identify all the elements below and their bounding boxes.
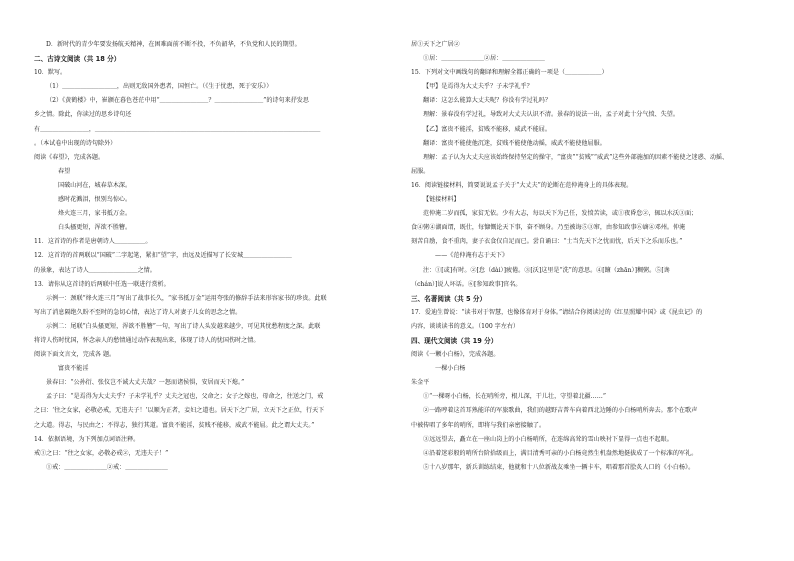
section-heading: 二、古诗文阅读（共 18 分） (34, 55, 121, 64)
text-line: 居①天下之广居② (411, 41, 460, 48)
text-line: 13．请你从这首诗的后两联中任选一联进行赏析。 (34, 280, 170, 288)
text-line: 烽火连三月，家书抵万金。 (58, 210, 132, 218)
text-line: 乡之情。除此，你读过的思乡诗句还 (34, 111, 132, 119)
text-line: 10．默写。 (34, 69, 67, 77)
text-line: 范仲淹二岁而孤，家贫无依。少有大志，每以天下为己任，发愤苦读，或①夜昏怠②，辄以水沃③面； (423, 210, 698, 218)
text-line: 的景象，表达了诗人＿＿＿＿＿＿＿＿之情。 (34, 266, 156, 274)
text-line: 有＿＿＿＿＿＿＿＿，＿＿＿＿＿＿＿＿＿＿＿＿＿＿＿＿＿＿＿＿＿＿＿＿＿＿＿＿＿＿＿＿＿＿＿＿＿ (34, 125, 321, 133)
text-line: ①居：＿＿＿＿＿＿＿②居：＿＿＿＿＿＿＿ (423, 55, 545, 63)
text-line: （2）《黄鹤楼》中，崔颢在暮色苍茫中用“＿＿＿＿＿＿＿＿？＿＿＿＿＿＿＿＿”的诗句来抒发思 (46, 97, 309, 105)
text-line: 之曰：‘往之女家，必敬必戒，无违夫子！’以顺为正者，妾妇之道也。居天下之广居，立天下之正位，行天下 (34, 407, 325, 415)
text-line: ④沿着迷彩般的哨所台阶拾级而上，满目清秀可亲的小白杨竟然生机盎然地挺拔成了一个标准的军礼。 (423, 449, 698, 457)
text-line: 阅读《一颗小白杨》，完成各题。 (411, 351, 500, 359)
text-line: 示例二：尾联“白头搔更短，浑欲不胜簪”一句，写出了诗人头发越来越少，可见其忧愁程度之深。此联 (46, 322, 321, 330)
text-line: 15．下列对文中画线句的翻译和理解全都正确的一项是（＿＿＿＿＿＿） (411, 69, 608, 77)
text-line: 食④粥④湖面谓，既仕，每慷慨论天下事，奋不顾身。乃至被诲⑤③窜，由参知政事⑥谪④邓州。仲淹 (411, 224, 686, 232)
text-line: 戒①之曰：“往之女家，必敬必戒②，无违夫子！” (34, 449, 169, 457)
text-line: 刻苦自励，食不重肉，妻子衣食仅自足而已。尝自诵曰：“士当先天下之忧而忧，后天下之乐而乐也。” (411, 238, 683, 246)
text-line: 屈服。 (411, 167, 430, 175)
text-line: 注：①[或]有时。②[怠（dài）]疲倦。③[沃]这里是“洗”的意思。④[饘（zhān）]稠粥。⑤[谗 (423, 266, 670, 274)
text-line: 理解：景春没有学过礼，导致对大丈夫认识不清。景春的说法一出，孟子对此十分气愤、失望。 (423, 111, 679, 119)
right-column (411, 38, 766, 475)
text-line: ①戒：＿＿＿＿＿＿＿②戒：＿＿＿＿＿＿＿ (46, 463, 168, 471)
text-line: 。（本试卷中出现的诗句除外） (34, 139, 117, 147)
text-line: 写出了消息隔绝久盼不至时的急切心情，表达了诗人对妻子儿女的思念之情。 (34, 308, 242, 316)
section-heading: 三、名著阅读（共 5 分） (411, 294, 487, 303)
text-line: ③远远望去，矗立在一座山岗上的小白杨哨所，在连绵高耸的雪山映衬下显得一点也不起眼。 (423, 435, 673, 443)
text-line: 景春曰：“公孙衍、张仪岂不诚大丈夫哉？一怒而诸侯惧，安居而天下熄。” (46, 379, 245, 387)
text-line: 内容，谈谈读书的意义。（100 字左右） (411, 322, 520, 330)
text-line: ⑤十八岁那年，新兵训练结束，他就和十八位新战友乘坐一辆卡车，唱着那首脍炙人口的《小白杨》。 (423, 463, 695, 471)
text-line: 朱金平 (411, 379, 430, 387)
text-line: 阅读《春望》，完成各题。 (34, 153, 105, 161)
text-line: 国破山河在，城春草木深。 (58, 181, 132, 189)
text-line: 中被传唱了多年的哨所，即将与我们亲密接触了。 (411, 421, 546, 429)
text-line: 【甲】是焉得为大丈夫乎？子未学礼乎？ (423, 83, 533, 91)
text-line: 11．这首诗的作者是唐朝诗人＿＿＿＿＿。 (34, 238, 152, 246)
text-line: 一棵小白杨 (435, 365, 466, 373)
section-heading: 四、现代文阅读（共 19 分） (411, 336, 498, 345)
text-line: 14．依据语境，为下列加点词语注释。 (34, 435, 140, 443)
text-line: 16．阅读链接材料，简要说说孟子关于“大丈夫”的论断在范仲淹身上的具体表现。 (411, 181, 633, 189)
text-line: 春望 (58, 167, 71, 175)
text-line: 将诗人伤时忧国，怀念亲人的愁情通过动作表现出来，体现了诗人的忧国伤时之情。 (34, 336, 260, 344)
text-line: （1）＿＿＿＿＿＿＿＿＿，出则无敌国外患者，国恒亡。（《生于忧患，死于安乐》） (46, 83, 273, 91)
text-line: 白头搔更短，浑欲不胜簪。 (58, 224, 132, 232)
text-line: ——《范仲淹有志于天下》 (435, 252, 509, 260)
text-line: 【链接材料】 (423, 196, 460, 204)
text-line: 17．爱迪生曾说：“读书对于智慧，也像体育对于身体。”请结合你阅读过的《红星照耀中国》或《昆虫记》的 (411, 308, 703, 316)
text-line: 富贵不能淫 (58, 365, 89, 373)
text-line: 翻译：富贵不能使他沉迷，贫贱不能使他动摇，威武不能使他屈服。 (423, 139, 606, 147)
text-line: 【乙】富贵不能淫，贫贱不能移，威武不能屈。 (423, 125, 551, 133)
text-line: 12．这首诗的首两联以“国破”二字起笔，紧扣“望”字，由远及近描写了长安城＿＿＿＿＿＿＿＿ (34, 252, 292, 260)
text-line: D．新时代的青少年要发扬航天精神，在困难面前不断不投，不负韶华，不负党和人民的期望。 (46, 41, 301, 48)
text-line: （chán）]说人坏话。⑥[参知政事]官名。 (411, 280, 522, 288)
text-line: 理解：孟子认为大丈夫应该始终保持坚定的操守，“富贵”“贫贱”“威武”这些外部施加的因素不能使之迷惑、动摇、 (423, 153, 729, 161)
text-line: ①“一棵呀小白杨，长在哨所旁，根儿深，干儿壮，守望着北疆……” (423, 393, 606, 401)
text-line: 阅读下面文言文，完成各 题。 (34, 351, 116, 359)
text-line: ②一路哼着这首耳熟能详的军旅歌曲，我们的越野吉普车向着西北边陲的小白杨哨所奔去。那个在歌声 (423, 407, 698, 415)
text-line: 翻译：这怎么能算大丈夫呢？你没有学过礼吗？ (423, 97, 551, 105)
text-line: 感时花溅泪，恨别鸟惊心。 (58, 196, 132, 204)
text-line: 示例一：颈联“烽火连三月”写出了战事长久，“家书抵万金”运用夸张的修辞手法来形容家书的珍贵。此联 (46, 294, 327, 302)
text-line: 之大道。得志，与民由之；不得志，独行其道。富贵不能淫，贫贱不能移，威武不能屈。此之谓大丈夫。” (34, 421, 315, 429)
text-line: 孟子曰：“是焉得为大丈夫乎？子未学礼乎？丈夫之冠也，父命之；女子之嫁也，母命之，往送之门，戒 (46, 393, 324, 401)
left-column (34, 38, 389, 475)
